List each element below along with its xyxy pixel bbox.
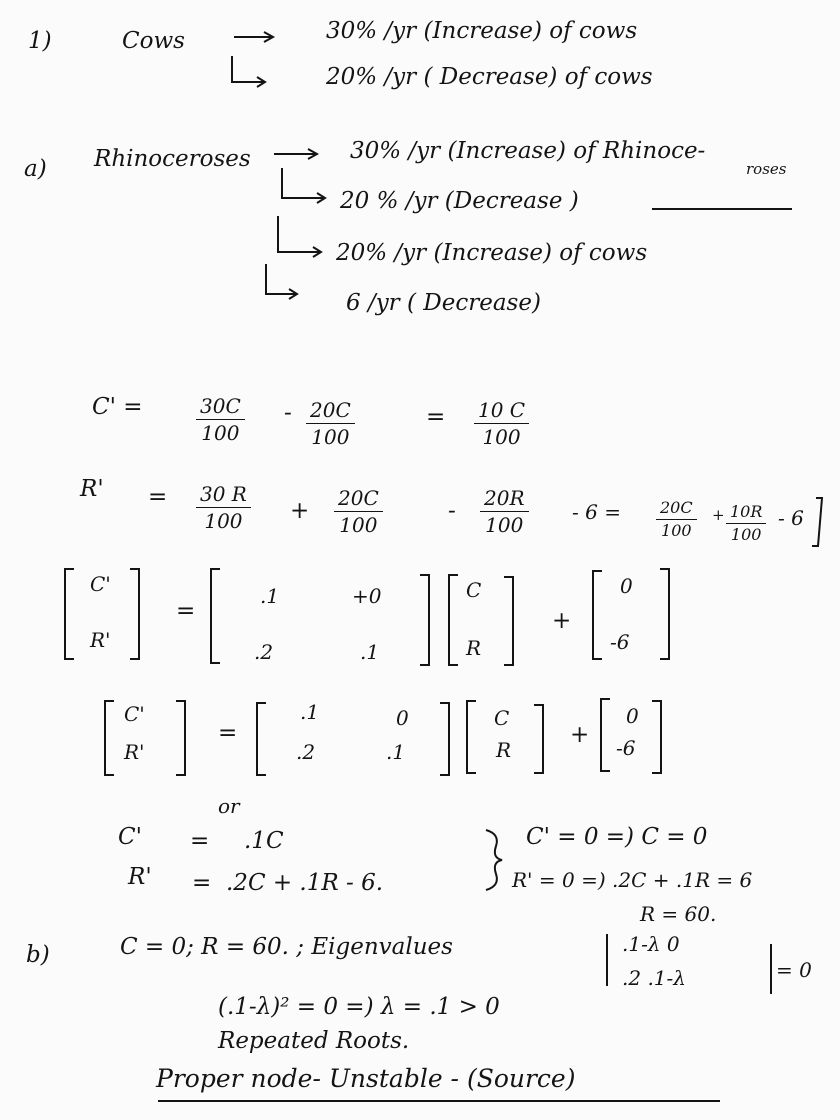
- right-bracket: [130, 568, 140, 660]
- matrix-entry: .1: [300, 700, 320, 724]
- equals-sign: =: [148, 484, 168, 510]
- left-bracket: [64, 568, 74, 660]
- part-1-number: 1): [28, 28, 52, 54]
- right-bracket: [504, 576, 514, 666]
- fraction: [306, 400, 355, 447]
- vector-entry: R: [466, 636, 482, 660]
- fraction: [474, 400, 529, 447]
- right-bracket: [534, 704, 544, 774]
- left-bracket: [448, 574, 458, 666]
- vector-entry: -6: [616, 736, 636, 760]
- left-bracket: [466, 700, 476, 774]
- plus-sign: +: [290, 498, 310, 524]
- vector-entry: R: [496, 738, 512, 762]
- arrow-right-icon: [272, 146, 322, 162]
- denominator: 100: [485, 513, 524, 537]
- constant-term: - 6 =: [572, 500, 621, 524]
- denominator: 100: [661, 521, 692, 540]
- fraction: [196, 396, 245, 443]
- numerator: 20R: [484, 486, 525, 510]
- matrix-entry: .1: [260, 584, 280, 608]
- matrix-entry: .1: [360, 640, 380, 664]
- fraction: [196, 484, 251, 531]
- closing-bracket: [810, 494, 826, 550]
- right-bracket: [440, 702, 450, 776]
- stability-conclusion: Proper node- Unstable - (Source): [156, 1064, 576, 1093]
- fraction: [726, 504, 766, 543]
- equals-sign: =: [192, 870, 212, 896]
- denominator: 100: [201, 421, 240, 445]
- denominator: 100: [730, 525, 762, 544]
- vector-entry: R': [124, 740, 145, 764]
- rhino-increase-rate: 30% /yr (Increase) of Rhinoce-: [350, 138, 706, 164]
- numerator: 10R: [730, 502, 763, 521]
- fraction: [480, 488, 529, 535]
- plus-sign: +: [570, 722, 590, 748]
- or-connector: or: [218, 794, 240, 818]
- cows-decrease-rate: 20% /yr ( Decrease) of cows: [326, 64, 653, 90]
- vector-entry: 0: [620, 574, 633, 598]
- vector-entry: 0: [626, 704, 639, 728]
- rhino-decrease-rate: 20 % /yr (Decrease ): [340, 188, 579, 214]
- left-bracket: [600, 698, 610, 772]
- arrow-right-icon: [232, 30, 277, 44]
- vector-entry: R': [90, 628, 111, 652]
- numerator: 20C: [310, 398, 351, 422]
- matrix-entry: +0: [352, 584, 382, 608]
- determinant-bar-left: [606, 934, 608, 986]
- branch-arrow-icon: [262, 262, 304, 304]
- equilibrium-value-r: R = 60.: [640, 902, 717, 926]
- conclusion-underline: [158, 1100, 720, 1102]
- right-bracket: [420, 574, 430, 666]
- denominator: 100: [482, 425, 521, 449]
- repeated-roots-note: Repeated Roots.: [218, 1028, 410, 1054]
- determinant-bar-right: [770, 944, 772, 994]
- vector-entry: C: [466, 578, 482, 602]
- minus-sign: -: [284, 400, 292, 426]
- equals-sign: =: [176, 598, 196, 624]
- vector-entry: C: [494, 706, 510, 730]
- cows-effect-rate: 20% /yr (Increase) of cows: [336, 240, 648, 266]
- equals-sign: =: [190, 828, 210, 854]
- numerator: 30C: [200, 394, 241, 418]
- left-bracket: [104, 700, 114, 776]
- numerator: 20C: [338, 486, 379, 510]
- minus-sign: -: [448, 498, 456, 524]
- determinant-equals-zero: = 0: [776, 958, 812, 982]
- matrix-entry: .2: [254, 640, 274, 664]
- left-bracket: [256, 702, 266, 776]
- numerator: 10 C: [478, 398, 526, 422]
- equilibrium-and-eigen: C = 0; R = 60. ; Eigenvalues: [120, 934, 453, 960]
- branch-arrow-icon: [276, 166, 332, 206]
- matrix-entry: .2: [296, 740, 316, 764]
- c-prime-lhs: C': [118, 824, 142, 850]
- matrix-entry: .1: [386, 740, 406, 764]
- cows-label: Cows: [122, 28, 185, 54]
- r-prime-rhs: .2C + .1R - 6.: [226, 870, 384, 896]
- left-bracket: [592, 570, 602, 660]
- right-bracket: [660, 568, 670, 660]
- constant-term: - 6: [778, 506, 804, 530]
- numerator: 20C: [660, 498, 693, 517]
- left-bracket: [210, 568, 220, 664]
- determinant-row: .2 .1-λ: [622, 966, 686, 990]
- plus-sign: +: [712, 506, 725, 524]
- vector-entry: -6: [610, 630, 630, 654]
- equilibrium-condition-c: C' = 0 =) C = 0: [526, 824, 708, 850]
- c-prime-rhs: .1C: [244, 828, 284, 854]
- blank-line: [652, 208, 792, 210]
- vector-entry: C': [90, 572, 111, 596]
- branch-arrow-icon: [272, 214, 328, 260]
- numerator: 30 R: [200, 482, 247, 506]
- branch-arrow-icon: [228, 54, 270, 90]
- rhino-constant-decrease: 6 /yr ( Decrease): [346, 290, 541, 316]
- equals-sign: =: [218, 720, 238, 746]
- equals-sign: =: [426, 404, 446, 430]
- part-a-number: a): [24, 156, 47, 182]
- fraction: [334, 488, 383, 535]
- part-b-number: b): [26, 942, 50, 968]
- r-prime-lhs: R': [128, 864, 152, 890]
- rhino-label: Rhinoceroses: [94, 146, 251, 172]
- determinant-row: .1-λ 0: [622, 932, 680, 956]
- c-prime-lhs: C' =: [92, 394, 143, 420]
- r-prime-lhs: R': [80, 476, 104, 502]
- denominator: 100: [339, 513, 378, 537]
- equilibrium-condition-r: R' = 0 =) .2C + .1R = 6: [512, 868, 753, 892]
- plus-sign: +: [552, 608, 572, 634]
- characteristic-equation: (.1-λ)² = 0 =) λ = .1 > 0: [218, 994, 500, 1020]
- cows-increase-rate: 30% /yr (Increase) of cows: [326, 18, 638, 44]
- right-bracket: [176, 700, 186, 776]
- fraction: [656, 500, 697, 539]
- rhino-word-continuation: roses: [746, 160, 787, 178]
- curly-brace: [482, 826, 506, 894]
- denominator: 100: [311, 425, 350, 449]
- matrix-entry: 0: [396, 706, 409, 730]
- denominator: 100: [204, 509, 243, 533]
- right-bracket: [652, 700, 662, 774]
- vector-entry: C': [124, 702, 145, 726]
